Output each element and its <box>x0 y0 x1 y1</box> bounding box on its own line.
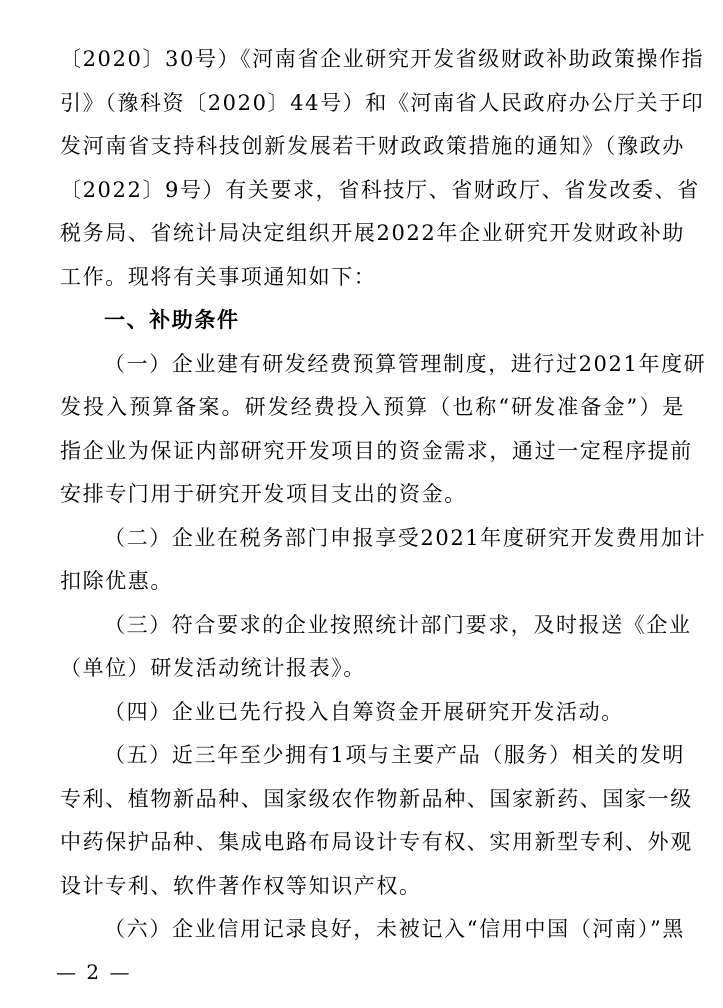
body-line-2: 引》（豫科资〔2020〕44号）和《河南省人民政府办公厅关于印 <box>60 90 705 115</box>
condition-5-line-4: 设计专利、软件著作权等知识产权。 <box>60 873 422 898</box>
section-heading: 一、补助条件 <box>104 308 240 332</box>
condition-4-line-1: （四）企业已先行投入自筹资金开展研究开发活动。 <box>104 699 624 724</box>
condition-1-line-3: 指企业为保证内部研究开发项目的资金需求，通过一定程序提前 <box>60 438 693 463</box>
body-line-3: 发河南省支持科技创新发展若干财政政策措施的通知》（豫政办 <box>60 134 685 158</box>
body-line-6: 工作。现将有关事项通知如下： <box>60 264 377 289</box>
condition-1-line-2: 发投入预算备案。研发经费投入预算（也称“研发准备金”）是 <box>60 395 685 419</box>
condition-3-line-2: （单位）研发活动统计报表》。 <box>60 656 366 680</box>
body-line-4: 〔2022〕9号）有关要求，省科技厅、省财政厅、省发改委、省 <box>60 177 700 202</box>
document-body <box>60 38 707 952</box>
condition-1-line-1: （一）企业建有研发经费预算管理制度，进行过2021年度研 <box>104 351 707 376</box>
condition-5-line-1: （五）近三年至少拥有1项与主要产品（服务）相关的发明 <box>104 743 685 767</box>
condition-2-line-1: （二）企业在税务部门申报享受2021年度研究开发费用加计 <box>104 525 707 550</box>
body-line-5: 税务局、省统计局决定组织开展2022年企业研究开发财政补助 <box>60 221 685 245</box>
condition-1-line-4: 安排专门用于研究开发项目支出的资金。 <box>60 482 467 506</box>
condition-3-line-1: （三）符合要求的企业按照统计部门要求，及时报送《企业 <box>104 612 692 637</box>
body-line-1: 〔2020〕30号）《河南省企业研究开发省级财政补助政策操作指 <box>60 47 705 71</box>
condition-6-line-1: （六）企业信用记录良好，未被记入“信用中国（河南）”黑 <box>104 917 685 941</box>
condition-5-line-3: 中药保护品种、集成电路布局设计专有权、实用新型专利、外观 <box>60 830 693 854</box>
page-number: — 2 — <box>56 960 132 984</box>
condition-5-line-2: 专利、植物新品种、国家级农作物新品种、国家新药、国家一级 <box>60 786 693 811</box>
condition-2-line-2: 扣除优惠。 <box>60 569 173 593</box>
